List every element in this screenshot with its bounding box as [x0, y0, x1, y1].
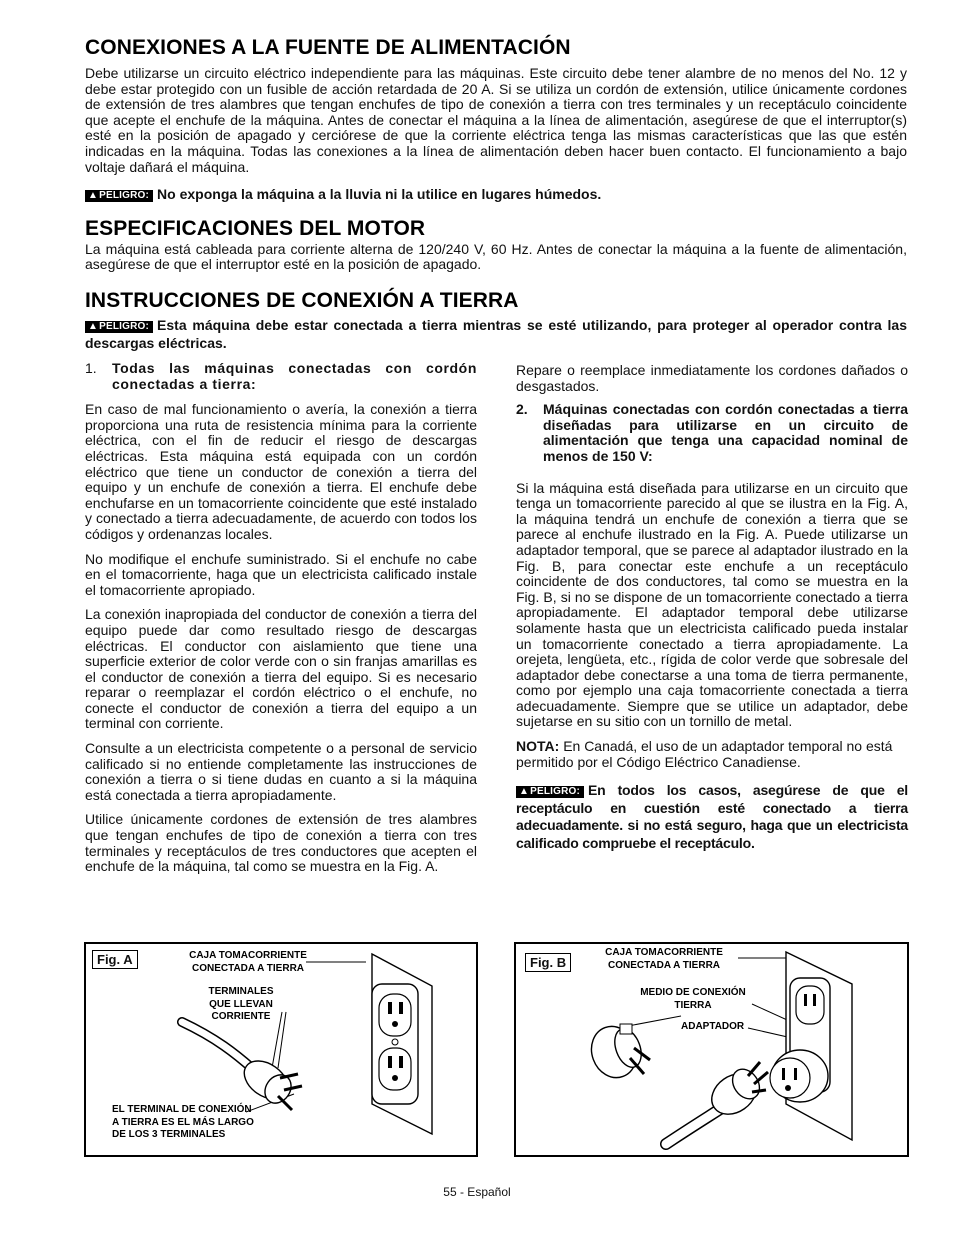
- wall-outlet-box: [372, 954, 432, 1134]
- paragraph: No modifique el enchufe suministrado. Si el enchufe no cabe en el tomacorriente, haga que un electricista calificado instale el tomacorriente apropiado.: [85, 550, 477, 598]
- list-item-2: [516, 402, 908, 464]
- callout-ground-tab: MEDIO DE CONEXIÓN TIERRA: [640, 987, 746, 1011]
- danger-text-rain: No exponga la máquina a la lluvia ni la utilice en lugares húmedos.: [157, 186, 602, 203]
- motor-specs-body: La máquina está cableada para corriente alterna de 120/240 V, 60 Hz. Antes de conectar la máquina a la fuente de alimentación, asegúrese de que el interruptor esté en la posición de apagado.: [85, 240, 907, 273]
- paragraph: La conexión inapropiada del conductor de conexión a tierra del equipo puede dar como resultado riesgo de descargas eléctricas. El conductor con aislamiento que tiene una superficie exterior de color verde con o sin franjas amarillas es el conductor de conexión a tierra del equipo. Si es necesario reparar o reemplazar el cordón eléctrico o el enchufe, no conecte el conductor de conexión a tierra del equipo a un terminal con corriente.: [85, 606, 477, 732]
- danger-badge: ▲PELIGRO:: [85, 190, 153, 202]
- danger-text-receptacle: En todos los casos, asegúrese de que el receptáculo en cuestión esté conectado a tierra adecuadamente. si no está seguro, haga que un electricista calificado compruebe el receptáculo.: [516, 782, 908, 851]
- danger-badge: ▲PELIGRO:: [85, 321, 153, 333]
- list-number: 1.: [85, 360, 97, 376]
- figure-b-illustration: [516, 944, 903, 1151]
- warning-triangle-icon: ▲: [88, 320, 99, 332]
- paragraph: Repare o reemplace inmediatamente los cordones dañados o desgastados.: [516, 362, 908, 394]
- figure-b: [514, 942, 909, 1157]
- loose-adapter: [584, 1020, 650, 1084]
- heading-motor-specs: ESPECIFICACIONES DEL MOTOR: [85, 216, 426, 240]
- list-item-1: [85, 361, 477, 392]
- warning-triangle-icon: ▲: [88, 190, 99, 202]
- danger-text-grounding: Esta máquina debe estar conectada a tierra mientras se esté utilizando, para proteger al operador contra las descargas eléctricas.: [85, 316, 907, 351]
- heading-power-connections: CONEXIONES A LA FUENTE DE ALIMENTACIÓN: [85, 36, 571, 59]
- list-item-title: Máquinas conectadas con cordón conectadas a tierra diseñadas para utilizarse en un circuito de alimentación que tenga una capacidad nominal de menos de 150 V:: [543, 401, 908, 464]
- callout-grounded-box: CAJA TOMACORRIENTE CONECTADA A TIERRA: [189, 950, 307, 974]
- power-connections-body: Debe utilizarse un circuito eléctrico independiente para las máquinas. Este circuito debe tener alambre de no menos del No. 12 y debe estar protegido con un fusible de acción retardada de 20 A. Si se utiliza un cordón de extensión, utilice únicamente cordones de extensión de tres alambres que tengan enchufes de tipo de conexión a tierra con tres terminales y un receptáculo coincidente que acepte el enchufe de la máquina. Antes de conectar el máquina a la línea de alimentación, asegúrese de que el interruptor(s) esté en la posición de apagado y cerciórese de que la corriente eléctrica tenga las mismas características que las que estén indicadas en la máquina. Todas las conexiones a la línea de alimentación deben hacer buen contacto. El funcionamiento a bajo voltaje dañará el máquina.: [85, 65, 907, 175]
- page-number: 55 - Español: [443, 1185, 511, 1199]
- heading-grounding: INSTRUCCIONES DE CONEXIÓN A TIERRA: [85, 288, 519, 312]
- danger-notice-grounding: [85, 316, 907, 352]
- paragraph: Utilice únicamente cordones de extensión de tres alambres que tengan enchufes de tipo de conexión a tierra con tres terminales y receptáculos de tres conductores que acepten el enchufe de la máquina, tal como se muestra en la Fig. A.: [85, 811, 477, 875]
- callout-adapter: ADAPTADOR: [681, 1021, 745, 1032]
- list-item-title: Todas las máquinas conectadas con cordón conectadas a tierra:: [112, 360, 477, 392]
- callout-grounded-box: CAJA TOMACORRIENTE CONECTADA A TIERRA: [605, 947, 723, 971]
- warning-triangle-icon: ▲: [519, 786, 530, 798]
- paragraph: En caso de mal funcionamiento o avería, la conexión a tierra proporciona una ruta de resistencia mínima para la corriente eléctrica, con el fin de reducir el riesgo de descargas eléctricas. Esta máquina está equipada con un cordón eléctrico que tiene un conductor de conexión a tierra del equipo y un enchufe de conexión a tierra. El enchufe debe enchufarse en un tomacorriente coincidente que esté instalado y conectado a tierra adecuadamente, de acuerdo con todos los códigos y ordenanzas locales.: [85, 401, 477, 542]
- figure-a: [84, 942, 478, 1157]
- left-column: [85, 361, 477, 875]
- adapter-in-outlet: [770, 1050, 828, 1102]
- grounded-plug: [666, 1062, 768, 1144]
- danger-notice-receptacle: [516, 782, 908, 852]
- wall-outlet-box: [786, 952, 852, 1140]
- paragraph: Consulte a un electricista competente o a personal de servicio calificado si no entiende completamente las instrucciones de conexión a tierra o si tiene dudas en cuanto a si la máquina está conectada a tierra apropiadamente.: [85, 740, 477, 803]
- callout-live-terminals: TERMINALES QUE LLEVAN CORRIENTE: [208, 986, 274, 1022]
- list-number: 2.: [516, 401, 528, 418]
- danger-badge: ▲PELIGRO:: [516, 786, 584, 798]
- figure-a-label: Fig. A: [92, 950, 138, 969]
- right-column: [516, 363, 908, 852]
- danger-notice-rain: [85, 187, 907, 203]
- note-label: NOTA:: [516, 738, 560, 755]
- note-text: En Canadá, el uso de un adaptador temporal no está permitido por el Código Eléctrico Canadiense.: [516, 738, 893, 770]
- figure-a-illustration: [86, 944, 472, 1151]
- note-paragraph: [516, 739, 908, 770]
- document-page: [85, 36, 907, 352]
- callout-ground-terminal: EL TERMINAL DE CONEXIÓN A TIERRA ES EL MÁS LARGO DE LOS 3 TERMINALES: [112, 1104, 254, 1140]
- figure-b-label: Fig. B: [525, 953, 571, 972]
- grounded-plug: [182, 1022, 302, 1110]
- paragraph: Si la máquina está diseñada para utilizarse en un circuito que tenga un tomacorriente parecido al que se ilustra en la Fig. A, la máquina tendrá un enchufe de conexión a tierra que se parece al enchufe ilustrado en la Fig. A. Puede utilizarse un adaptador temporal, que se parece al adaptador ilustrado en la Fig. B, para conectar este enchufe a un receptáculo coincidente de dos conductores, tal como se muestra en la Fig. B, si no se dispone de un tomacorriente conectado a tierra apropiadamente. El adaptador temporal debe utilizarse solamente hasta que un electricista calificado pueda instalar un tomacorriente conectado a tierra apropiadamente. La orejeta, lengüeta, etc., rígida de color verde que sobresale del adaptador debe conectarse a una toma de tierra permanente, como por ejemplo una caja tomacorriente conectada a tierra adecuadamente. Siempre que se utilice un adaptador, debe sujetarse en su sitio con un tornillo de metal.: [516, 479, 908, 730]
